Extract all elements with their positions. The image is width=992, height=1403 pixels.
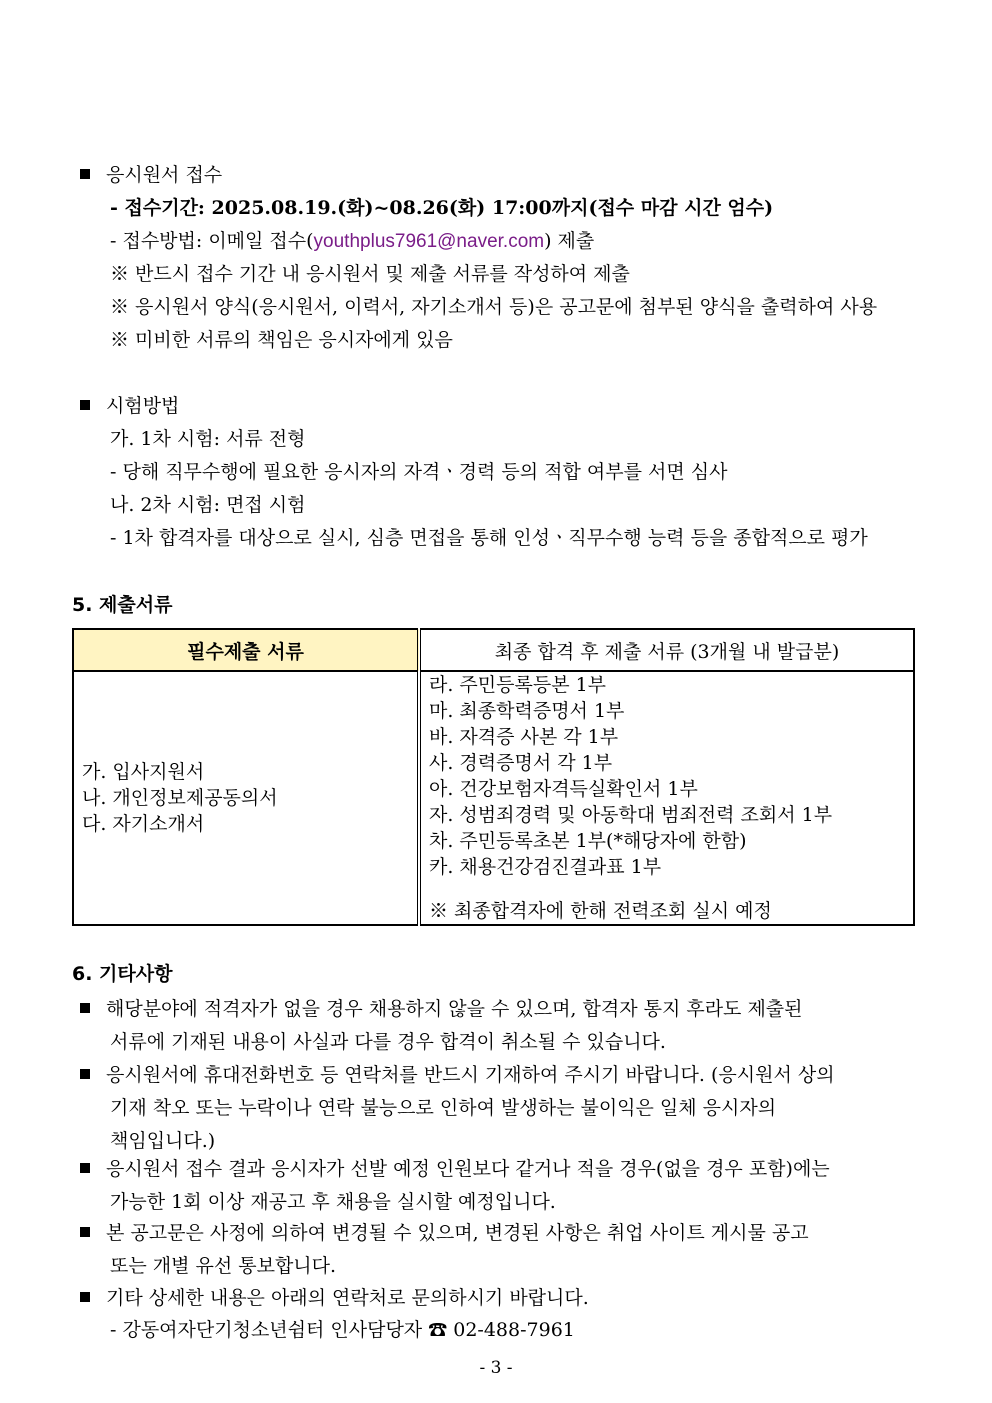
list-item: 카. 채용건강검진결과표 1부 <box>429 856 662 878</box>
application-period: - 접수기간: 2025.08.19.(화)~08.26(화) 17:00까지(접수 마감 시간 엄수) <box>110 197 774 219</box>
list-item: 다. 자기소개서 <box>82 813 205 835</box>
list-item: 바. 자격증 사본 각 1부 <box>429 726 619 748</box>
table-note: ※ 최종합격자에 한해 전력조회 실시 예정 <box>429 900 772 922</box>
list-item: 가. 입사지원서 <box>82 761 205 783</box>
square-bullet-icon <box>80 1163 90 1173</box>
table-body-row <box>73 671 914 925</box>
exam-title: 시험방법 <box>80 394 179 418</box>
application-title: 응시원서 접수 <box>80 163 222 187</box>
list-item: 마. 최종학력증명서 1부 <box>429 700 625 722</box>
notice-item-2-line-1: 응시원서에 휴대전화번호 등 연락처를 반드시 기재하여 주시기 바랍니다. (응시원서 상의 <box>80 1063 835 1087</box>
documents-table <box>72 628 915 926</box>
notice-item-2-line-3: 책임입니다.) <box>110 1130 216 1152</box>
notice-item-1-line-2: 서류에 기재된 내용이 사실과 다를 경우 합격이 취소될 수 있습니다. <box>110 1031 666 1053</box>
notice-item-3-line-2: 가능한 1회 이상 재공고 후 채용을 실시할 예정입니다. <box>110 1191 556 1213</box>
list-item: 나. 개인정보제공동의서 <box>82 787 278 809</box>
exam-line-3: 나. 2차 시험: 면접 시험 <box>110 494 306 516</box>
exam-line-4: - 1차 합격자를 대상으로 실시, 심층 면접을 통해 인성ㆍ직무수행 능력 등을 종합적으로 평가 <box>110 527 868 549</box>
list-item: 자. 성범죄경력 및 아동학대 범죄전력 조회서 1부 <box>429 804 833 826</box>
table-header-row <box>73 629 914 671</box>
square-bullet-icon <box>80 1227 90 1237</box>
notice-item-1-line-1: 해당분야에 적격자가 없을 경우 채용하지 않을 수 있으며, 합격자 통지 후라도 제출된 <box>80 997 803 1021</box>
exam-line-2: - 당해 직무수행에 필요한 응시자의 자격ㆍ경력 등의 적합 여부를 서면 심사 <box>110 461 728 483</box>
list-item: 사. 경력증명서 각 1부 <box>429 752 613 774</box>
square-bullet-icon <box>80 1292 90 1302</box>
email-link[interactable]: youthplus7961@naver.com <box>313 231 545 252</box>
square-bullet-icon <box>80 400 90 410</box>
notice-item-5-line-1: 기타 상세한 내용은 아래의 연락처로 문의하시기 바랍니다. <box>80 1286 589 1310</box>
square-bullet-icon <box>80 1069 90 1079</box>
square-bullet-icon <box>80 1003 90 1013</box>
page-number: - 3 - <box>479 1358 513 1378</box>
application-method: - 접수방법: 이메일 접수(youthplus7961@naver.com) 제출 <box>110 230 595 252</box>
required-docs-header: 필수제출 서류 <box>73 629 419 671</box>
square-bullet-icon <box>80 169 90 179</box>
section6-heading: 6. 기타사항 <box>72 963 173 985</box>
list-item: 차. 주민등록초본 1부(*해당자에 한함) <box>429 830 747 852</box>
after-pass-docs-cell <box>419 671 914 925</box>
spacer <box>429 880 913 898</box>
exam-line-1: 가. 1차 시험: 서류 전형 <box>110 428 306 450</box>
notice-item-3-line-1: 응시원서 접수 결과 응시자가 선발 예정 인원보다 같거나 적을 경우(없을 경우 포함)에는 <box>80 1157 830 1181</box>
list-item: 라. 주민등록등본 1부 <box>429 674 607 696</box>
application-note-1: ※ 반드시 접수 기간 내 응시원서 및 제출 서류를 작성하여 제출 <box>110 263 630 285</box>
application-note-2: ※ 응시원서 양식(응시원서, 이력서, 자기소개서 등)은 공고문에 첨부된 양식을 출력하여 사용 <box>110 296 878 318</box>
after-pass-docs-header: 최종 합격 후 제출 서류 (3개월 내 발급분) <box>419 629 914 671</box>
application-note-3: ※ 미비한 서류의 책임은 응시자에게 있음 <box>110 329 453 351</box>
contact-line: - 강동여자단기청소년쉼터 인사담당자 ☎ 02-488-7961 <box>110 1319 575 1341</box>
notice-item-4-line-1: 본 공고문은 사정에 의하여 변경될 수 있으며, 변경된 사항은 취업 사이트 게시물 공고 <box>80 1221 809 1245</box>
list-item: 아. 건강보험자격득실확인서 1부 <box>429 778 698 800</box>
section5-heading: 5. 제출서류 <box>72 594 173 616</box>
required-docs-cell <box>73 671 419 925</box>
notice-item-4-line-2: 또는 개별 유선 통보합니다. <box>110 1255 337 1277</box>
notice-item-2-line-2: 기재 착오 또는 누락이나 연락 불능으로 인하여 발생하는 불이익은 일체 응시자의 <box>110 1097 777 1119</box>
